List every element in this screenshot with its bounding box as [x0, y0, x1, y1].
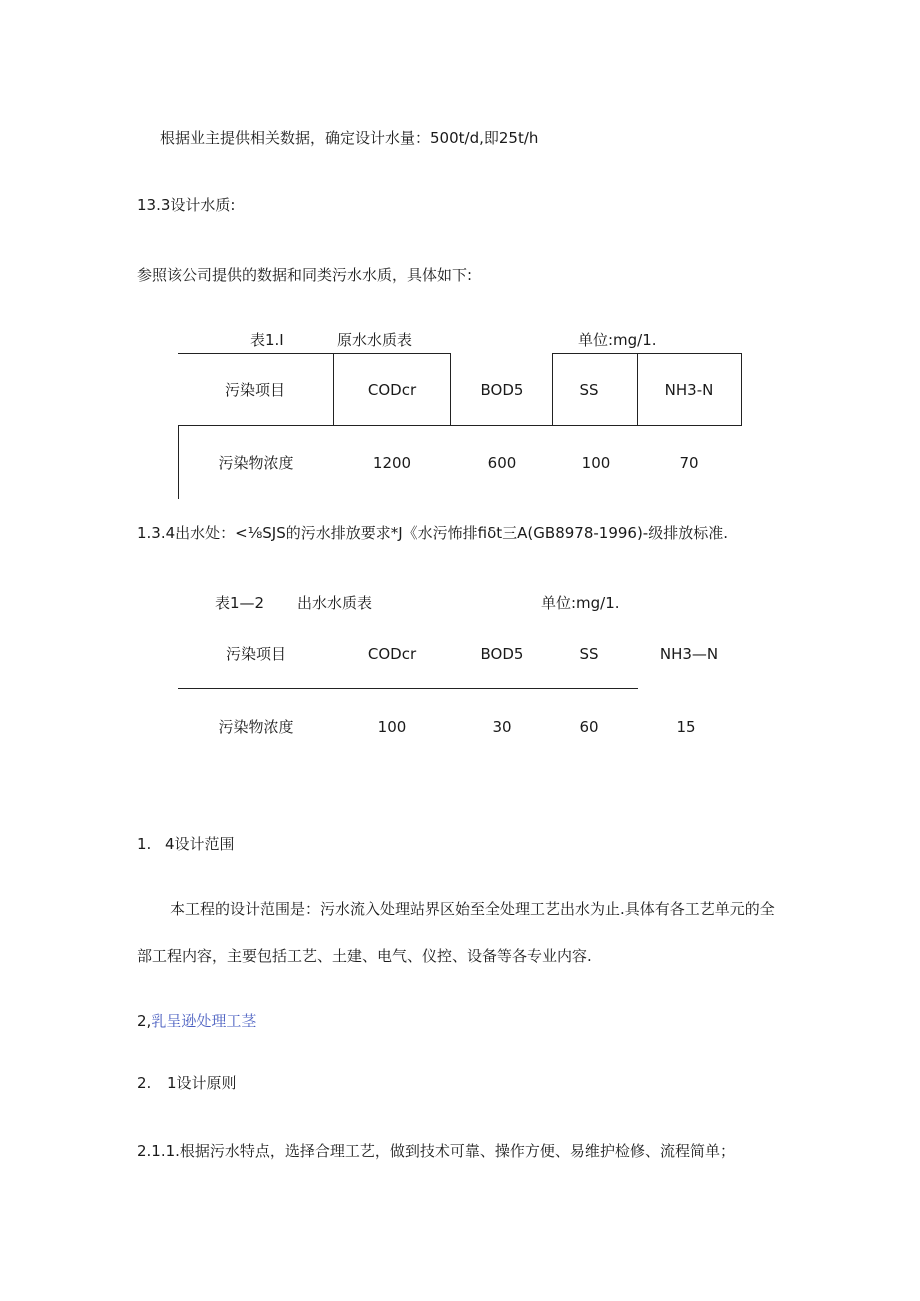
table2-value-codcr: 100 — [377, 718, 407, 736]
table1-header-codcr: CODcr — [367, 381, 417, 399]
table1-mid-rule — [178, 425, 742, 426]
principle-211-paragraph: 2.1.1.根据污水特点，选择合理工艺，做到技术可靠、操作方便、易维护检修、流程简单； — [137, 1142, 735, 1160]
scope-heading-title: 4设计范围 — [165, 835, 235, 853]
table1-header-nh3n: NH3-N — [664, 381, 714, 399]
table1-divider-3 — [552, 353, 553, 426]
table1-caption-number: 表1.I — [250, 331, 284, 349]
table1-value-ss: 100 — [581, 454, 611, 472]
scope-heading-number: 1. — [137, 835, 152, 853]
table1-row-label: 污染物浓度 — [218, 454, 294, 472]
design-flow-paragraph: 根据业主提供相关数据，确定设计水量：500t/d,即25t/h — [160, 129, 539, 147]
table1-header-ss: SS — [579, 381, 599, 399]
design-quality-heading: 13.3设计水质: — [137, 196, 236, 214]
table1-left-edge — [178, 426, 179, 499]
table1-divider-4 — [637, 353, 638, 426]
table1-header-item: 污染项目 — [224, 381, 286, 399]
table1-value-bod5: 600 — [487, 454, 517, 472]
table1-value-nh3n: 70 — [679, 454, 699, 472]
table2-caption-number: 表1—2 — [215, 594, 265, 612]
effluent-heading: 1.3.4出水处：<⅛SJS的污水排放要求*J《水污怖排fiδt三A(GB8978-1996)-级排放标准. — [137, 524, 728, 542]
table2-header-item: 污染项目 — [225, 645, 287, 663]
table2-value-ss: 60 — [579, 718, 599, 736]
section21-heading-number: 2. — [137, 1074, 152, 1092]
table1-top-rule-left — [178, 353, 450, 354]
table1-divider-2 — [450, 353, 451, 426]
scope-paragraph-line2: 部工程内容，主要包括工艺、土建、电气、仪控、设备等各专业内容. — [137, 947, 592, 965]
section2-heading — [137, 1014, 256, 1029]
table1-divider-1 — [333, 353, 334, 426]
section2-heading-number: 2, — [137, 1012, 152, 1030]
table1-value-codcr: 1200 — [372, 454, 412, 472]
table2-header-ss: SS — [579, 645, 599, 663]
table1-header-bod5: BOD5 — [480, 381, 524, 399]
table2-rule — [178, 688, 638, 689]
table1-unit: 单位:mg/1. — [578, 331, 657, 349]
scope-paragraph-line1: 本工程的设计范围是：污水流入处理站界区始至全处理工艺出水为止.具体有各工艺单元的全 — [170, 900, 775, 918]
table2-header-bod5: BOD5 — [480, 645, 524, 663]
section21-heading-title: 1设计原则 — [167, 1074, 237, 1092]
table2-header-nh3n: NH3—N — [659, 645, 719, 663]
table1-top-rule-right — [552, 353, 742, 354]
table2-row-label: 污染物浓度 — [218, 718, 294, 736]
table1-divider-5 — [741, 353, 742, 426]
table2-header-codcr: CODcr — [367, 645, 417, 663]
table2-caption-title: 出水水质表 — [297, 594, 373, 612]
table1-caption-title: 原水水质表 — [337, 331, 413, 349]
section2-heading-link[interactable]: 乳呈逊处理工茎 — [151, 1012, 257, 1030]
reference-paragraph: 参照该公司提供的数据和同类污水水质，具体如下: — [137, 266, 473, 284]
table2-value-nh3n: 15 — [676, 718, 696, 736]
table2-value-bod5: 30 — [492, 718, 512, 736]
table2-unit: 单位:mg/1. — [541, 594, 620, 612]
